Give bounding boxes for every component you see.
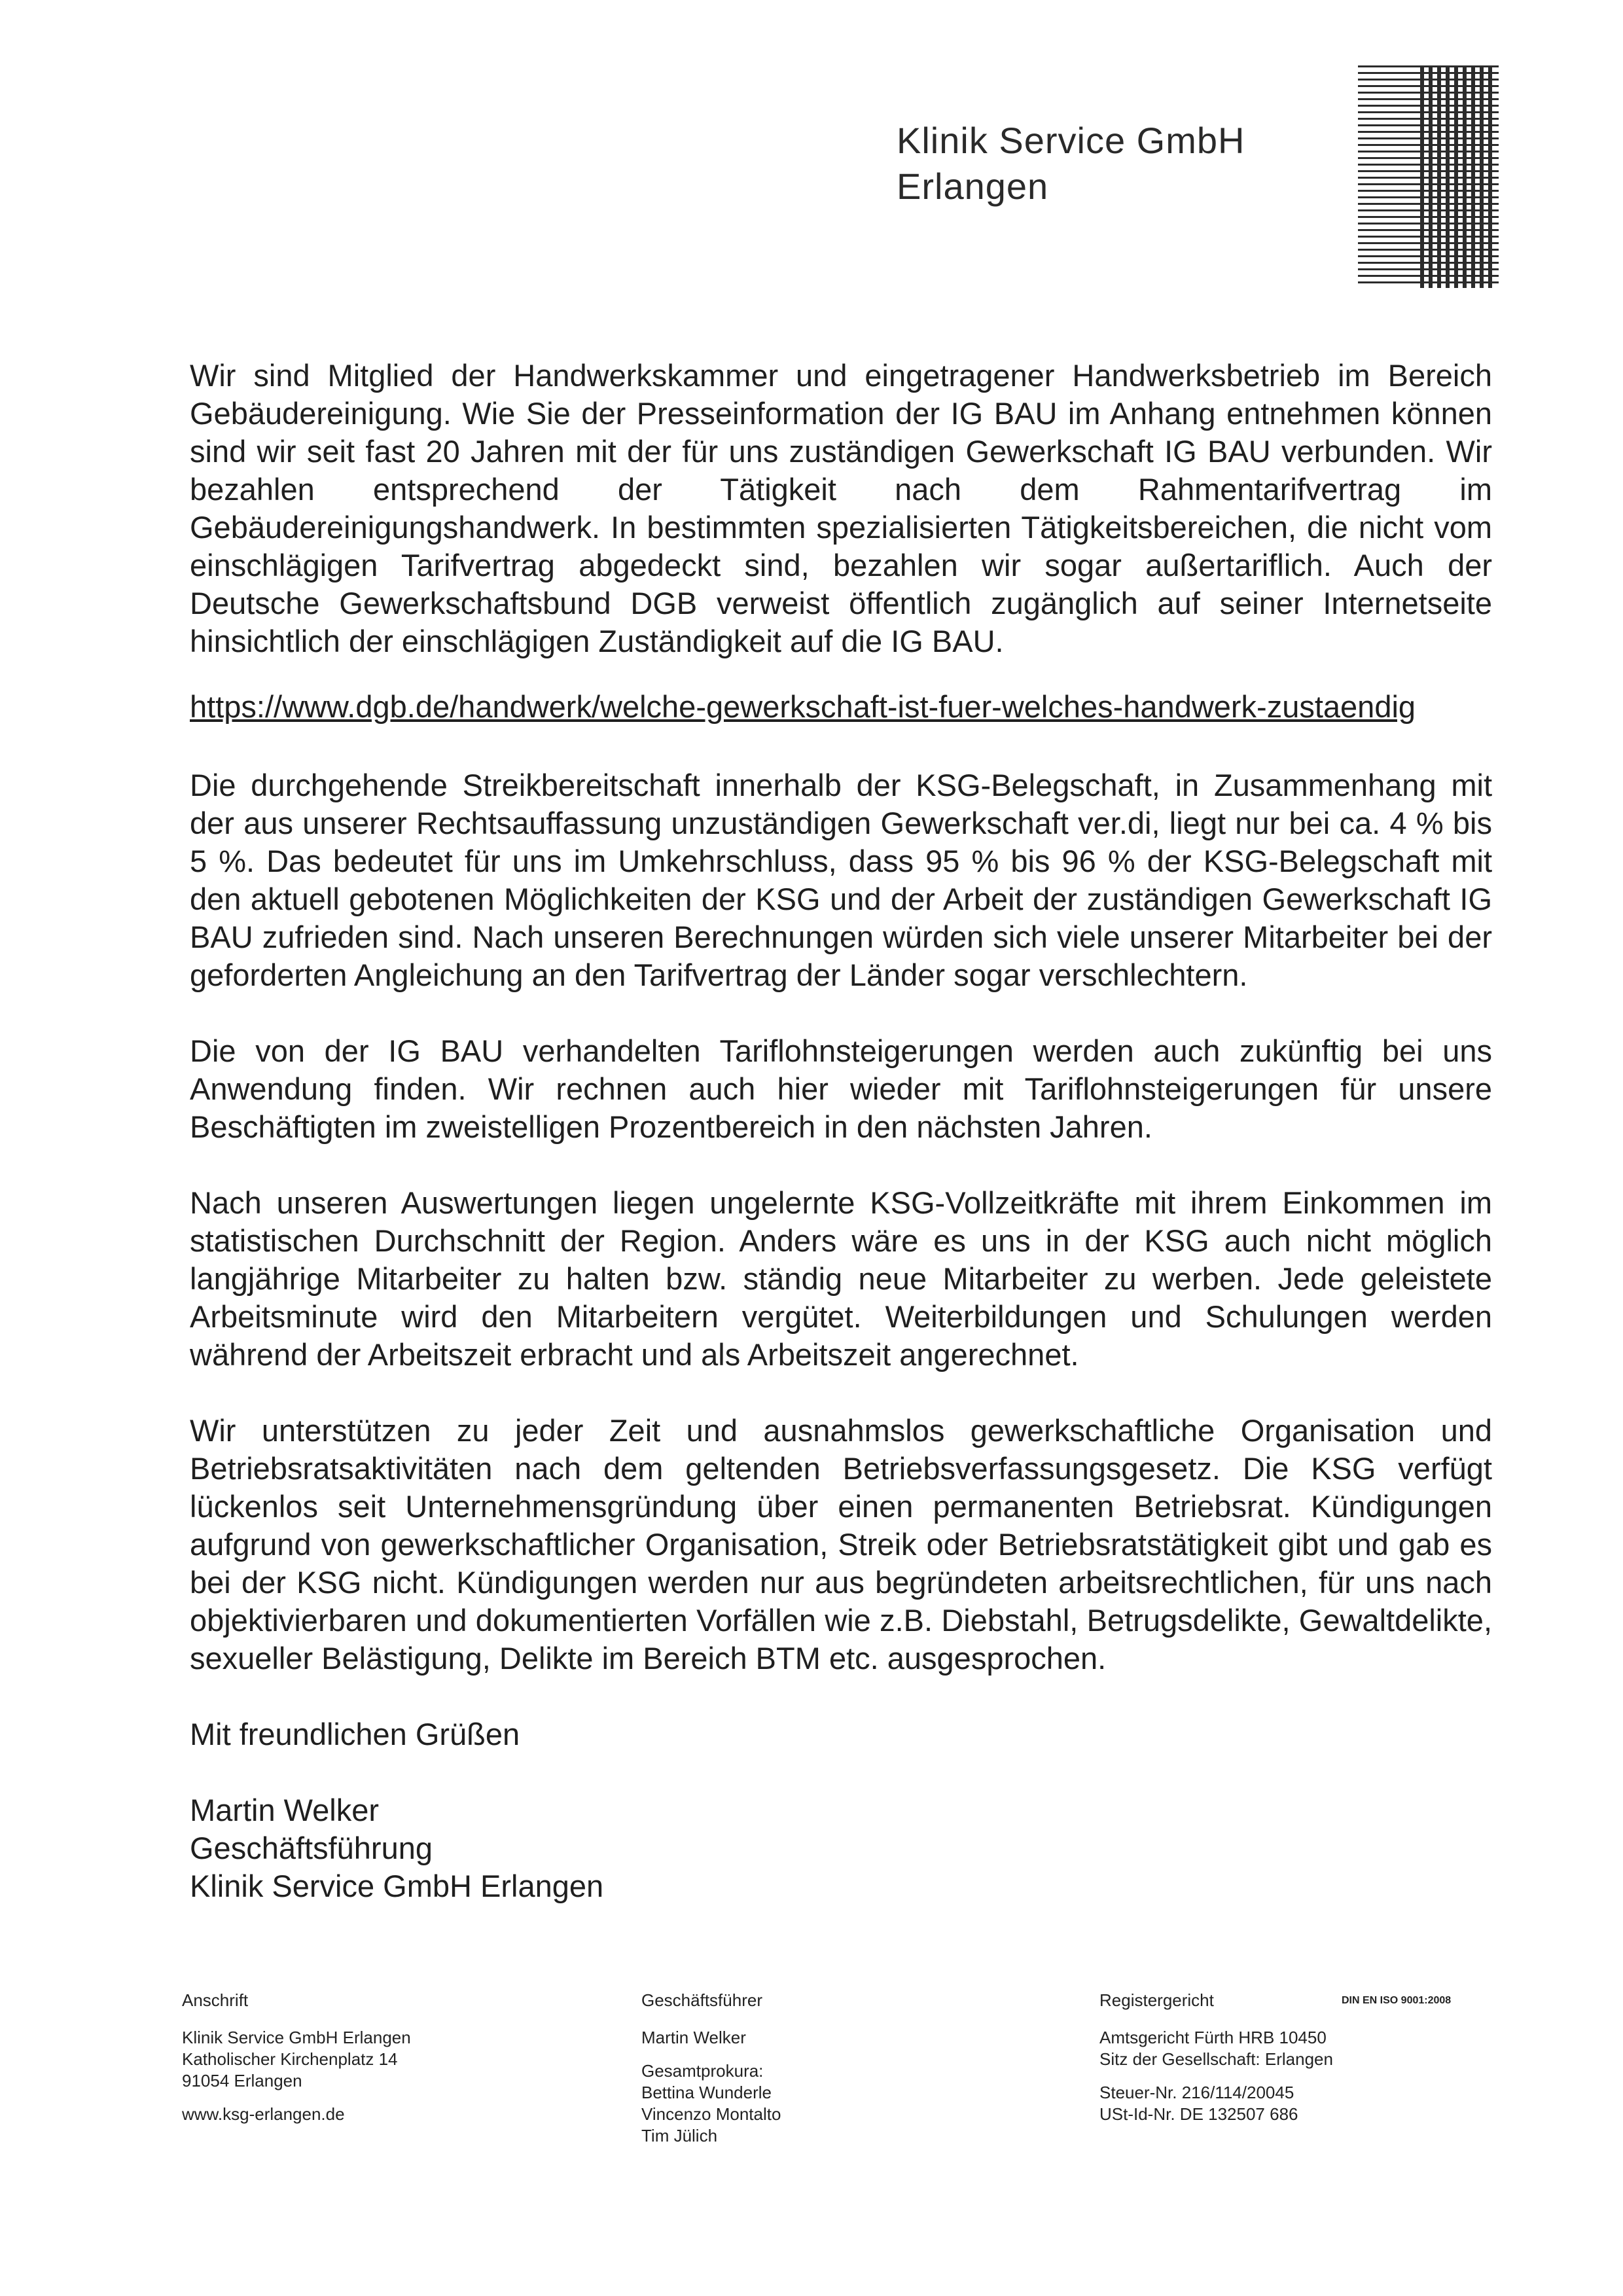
paragraph-wage-increases: Die von der IG BAU verhandelten Tariflohnsteigerungen werden auch zukünftig bei uns Anwendung finden. Wir rechnen auch hier wieder mit Tariflohnsteigerungen für unsere Beschäftigten im zweistelligen Prozentbereich in den nächsten Jahren. [190, 1033, 1492, 1144]
company-name: Klinik Service GmbH [897, 120, 1245, 161]
footer-management [641, 1990, 781, 2147]
closing-greeting: Mit freundlichen Grüßen [190, 1717, 520, 1751]
footer-register [1099, 1990, 1333, 2125]
footer-address-line2: Katholischer Kirchenplatz 14 [182, 2049, 398, 2069]
paragraph-works-council: Wir unterstützen zu jeder Zeit und ausnahmslos gewerkschaftliche Organisation und Betriebsratsaktivitäten nach dem geltenden Betriebsverfassungsgesetz. Die KSG verfügt lückenlos seit Unternehmensgründung über einen permanenten Betriebsrat. Kündigungen aufgrund von gewerkschaftlicher Organisation, Streik oder Betriebsratstätigkeit gibt und gab es bei der KSG nicht. Kündigungen werden nur aus begründeten arbeitsrechtlichen, für uns nach objektivierbaren und dokumentierten Vorfällen wie z.B. Diebstahl, Betrugsdelikte, Gewaltdelikte, sexueller Belästigung, Delikte im Bereich BTM etc. ausgesprochen. [190, 1413, 1492, 1676]
paragraph-income: Nach unseren Auswertungen liegen ungelernte KSG-Vollzeitkräfte mit ihrem Einkommen im statistischen Durchschnitt der Region. Anders wäre es uns in der KSG auch nicht möglich langjährige Mitarbeiter zu halten bzw. ständig neue Mitarbeiter zu werben. Jede geleistete Arbeitsminute wird den Mitarbeitern vergütet. Weiterbildungen und Schulungen werden während der Arbeitszeit erbracht und als Arbeitszeit angerechnet. [190, 1185, 1492, 1372]
footer-court: Amtsgericht Fürth HRB 10450 [1099, 2028, 1327, 2047]
footer-managing-director: Martin Welker [641, 2028, 746, 2047]
iso-certification: DIN EN ISO 9001:2008 [1342, 1995, 1452, 2006]
footer-prokura-1: Bettina Wunderle [641, 2083, 772, 2102]
footer-address [182, 1990, 411, 2125]
footer-address-heading: Anschrift [182, 1990, 249, 2010]
footer-tax-no: Steuer-Nr. 216/114/20045 [1099, 2083, 1294, 2102]
footer-address-line3: 91054 Erlangen [182, 2071, 302, 2090]
signer-company: Klinik Service GmbH Erlangen [190, 1869, 604, 1903]
footer-management-heading: Geschäftsführer [641, 1990, 762, 2010]
footer-prokura-2: Vincenzo Montalto [641, 2104, 781, 2124]
footer-address-line1: Klinik Service GmbH Erlangen [182, 2028, 411, 2047]
footer-website[interactable]: www.ksg-erlangen.de [182, 2104, 345, 2124]
letterhead [897, 118, 1245, 209]
paragraph-strike-readiness: Die durchgehende Streikbereitschaft innerhalb der KSG-Belegschaft, in Zusammenhang mit der aus unserer Rechtsauffassung unzuständigen Gewerkschaft ver.di, liegt nur bei ca. 4 % bis 5 %. Das bedeutet für uns im Umkehrschluss, dass 95 % bis 96 % der KSG-Belegschaft mit den aktuell gebotenen Möglichkeiten der KSG und der Arbeit der zuständigen Gewerkschaft IG BAU zufrieden sind. Nach unseren Berechnungen würden sich viele unserer Mitarbeiter bei der geforderten Angleichung an den Tarifvertrag der Länder sogar verschlechtern. [190, 768, 1492, 992]
footer [0, 1990, 1623, 2199]
footer-prokura-heading: Gesamtprokura: [641, 2061, 764, 2081]
dgb-link[interactable]: https://www.dgb.de/handwerk/welche-gewerkschaft-ist-fuer-welches-handwerk-zustaendig [190, 689, 1416, 724]
signer-name: Martin Welker [190, 1793, 380, 1827]
company-city: Erlangen [897, 166, 1049, 207]
signature-block [190, 1791, 1492, 1905]
footer-vat-id: USt-Id-Nr. DE 132507 686 [1099, 2104, 1298, 2124]
footer-seat: Sitz der Gesellschaft: Erlangen [1099, 2049, 1333, 2069]
letter-body [190, 357, 1492, 1905]
footer-register-heading: Registergericht [1099, 1990, 1214, 2010]
footer-prokura-3: Tim Jülich [641, 2126, 718, 2145]
signer-role: Geschäftsführung [190, 1831, 433, 1865]
paragraph-membership: Wir sind Mitglied der Handwerkskammer und eingetragener Handwerksbetrieb im Bereich Gebäudereinigung. Wie Sie der Presseinformation der IG BAU im Anhang entnehmen können sind wir seit fast 20 Jahren mit der für uns zuständigen Gewerkschaft IG BAU verbunden. Wir bezahlen entsprechend der Tätigkeit nach dem Rahmentarifvertrag im Gebäudereinigungshandwerk. In bestimmten spezialisierten Tätigkeitsbereichen, die nicht vom einschlägigen Tarifvertrag abgedeckt sind, bezahlen wir sogar außertariflich. Auch der Deutsche Gewerkschaftsbund DGB verweist öffentlich zugänglich auf seiner Internetseite hinsichtlich der einschlägigen Zuständigkeit auf die IG BAU. [190, 358, 1492, 658]
company-logo [1358, 65, 1499, 288]
